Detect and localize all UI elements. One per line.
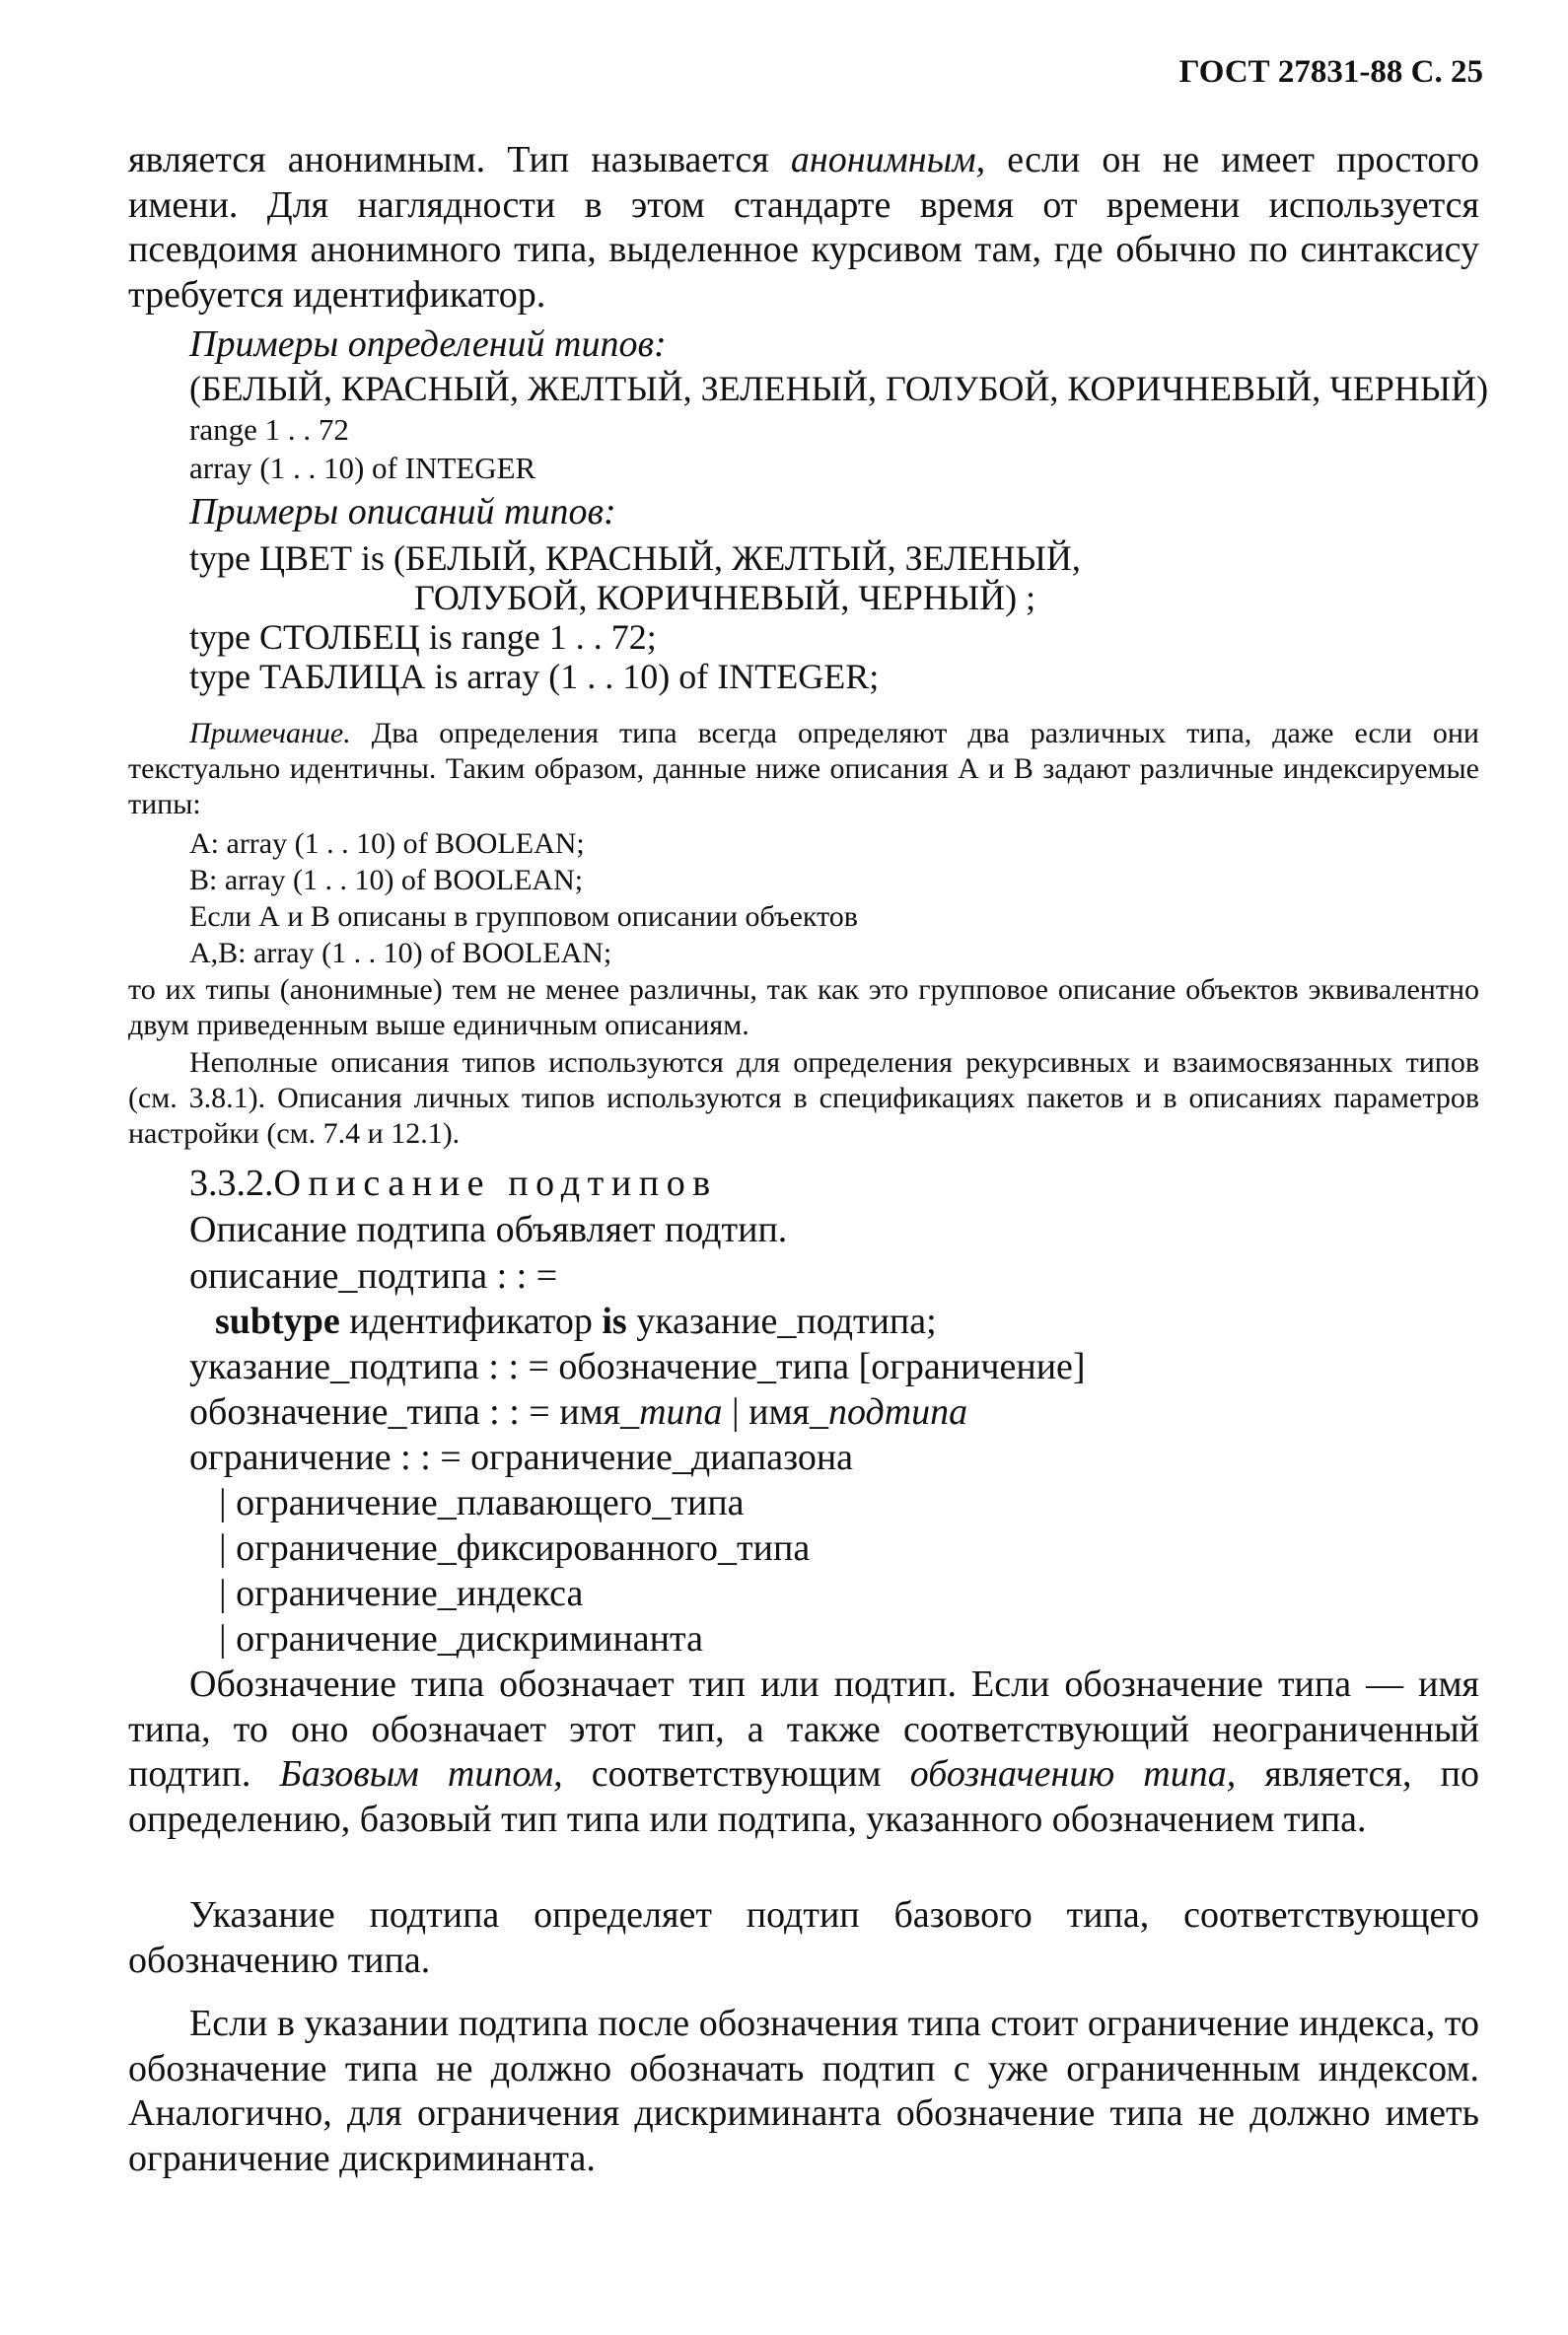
grammar-line-8: | ограничение_индекса xyxy=(219,1573,584,1614)
note-code-1: A: array (1 . . 10) of BOOLEAN; xyxy=(189,827,585,860)
grammar-line-1: описание_подтипа : : = xyxy=(189,1255,558,1297)
grammar-line-7: | ограничение_фиксированного_типа xyxy=(219,1527,811,1569)
examples-def-line-1: (БЕЛЫЙ, КРАСНЫЙ, ЖЕЛТЫЙ, ЗЕЛЕНЫЙ, ГОЛУБОЙ, КОРИЧНЕВЫЙ, ЧЕРНЫЙ) xyxy=(189,369,1489,408)
grammar-line-6: | ограничение_плавающего_типа xyxy=(219,1482,745,1523)
intro-text-2: если он не имеет простого имени. Для наглядности в этом стандарте время от времени используется псевдоимя анонимного типа, выделенное курсивом там, где обычно по синтаксису требуется идентификатор. xyxy=(128,139,1480,316)
note-paragraph-2: то их типы (анонимные) тем не менее различны, так как это групповое описание объектов эквивалентно двум приведенным выше единичным описаниям. xyxy=(128,973,1479,1041)
note-code-3: Если А и В описаны в групповом описании объектов xyxy=(189,900,858,933)
intro-term-anonymous: анонимным, xyxy=(790,139,986,180)
examples-def-heading: Примеры определений типов: xyxy=(189,323,667,365)
section-title: Описание подтипов xyxy=(273,1163,718,1204)
note-text-1: Два определения типа всегда определяют два различных типа, даже если они текстуально идентичны. Таким образом, данные ниже описания А и В задают различные индексируемые типы: xyxy=(128,717,1479,820)
note-paragraph-3: Неполные описания типов используются для определения рекурсивных и взаимосвязанных типов (см. 3.8.1). Описания личных типов используются в спецификациях пакетов и в описаниях параметров настройки (см. 7.4 и 12.1). xyxy=(128,1046,1479,1150)
page-number: ГОСТ 27831-88 С. 25 xyxy=(1178,54,1483,90)
grammar-line-2: subtype идентификатор is указание_подтипа; xyxy=(215,1301,937,1342)
examples-decl-line-4: type ТАБЛИЦА is array (1 . . 10) of INTEGER; xyxy=(189,657,880,696)
note-code-2: B: array (1 . . 10) of BOOLEAN; xyxy=(189,864,584,896)
grammar-line-3: указание_подтипа : : = обозначение_типа [ограничение] xyxy=(189,1346,1086,1387)
grammar-line-5: ограничение : : = ограничение_диапазона xyxy=(189,1437,854,1478)
examples-def-line-2: range 1 . . 72 xyxy=(189,412,349,447)
body-paragraph-3: Если в указании подтипа после обозначения типа стоит ограничение индекса, то обозначение типа не должно обозначать подтип с уже ограниченным индексом. Аналогично, для ограничения дискриминанта обозначение типа не должно иметь ограничение дискриминанта. xyxy=(128,2003,1479,2179)
examples-decl-heading: Примеры описаний типов: xyxy=(189,491,616,532)
examples-decl-line-2: ГОЛУБОЙ, КОРИЧНЕВЫЙ, ЧЕРНЫЙ) ; xyxy=(414,578,1036,617)
body-paragraph-2: Указание подтипа определяет подтип базового типа, соответствующего обозначению типа. xyxy=(128,1894,1479,1981)
section-intro: Описание подтипа объявляет подтип. xyxy=(189,1209,788,1250)
examples-decl-line-3: type СТОЛБЕЦ is range 1 . . 72; xyxy=(189,617,657,657)
grammar-line-9: | ограничение_дискриминанта xyxy=(219,1618,703,1660)
note-paragraph xyxy=(128,716,1479,822)
examples-def-line-3: array (1 . . 10) of INTEGER xyxy=(189,451,536,485)
section-heading xyxy=(189,1162,718,1207)
body-paragraph-1: Обозначение типа обозначает тип или подтип. Если обозначение типа — имя типа, то оно обозначает этот тип, а также соответствующий неограниченный подтип. Базовым типом, соответствующим обозначению типа, является, по определению, базовый тип типа или подтипа, указанного обозначением типа. xyxy=(128,1663,1480,1840)
note-code-4: A,B: array (1 . . 10) of BOOLEAN; xyxy=(189,937,612,969)
intro-paragraph xyxy=(128,138,1479,318)
note-label: Примечание. xyxy=(189,717,351,749)
grammar-line-4: обозначение_типа : : = имя_типа | имя_подтипа xyxy=(189,1391,968,1433)
intro-text-1: является анонимным. Тип называется xyxy=(128,139,791,180)
examples-decl-line-1: type ЦВЕТ is (БЕЛЫЙ, КРАСНЫЙ, ЖЕЛТЫЙ, ЗЕЛЕНЫЙ, xyxy=(189,538,1081,578)
section-number: 3.3.2. xyxy=(189,1163,274,1204)
